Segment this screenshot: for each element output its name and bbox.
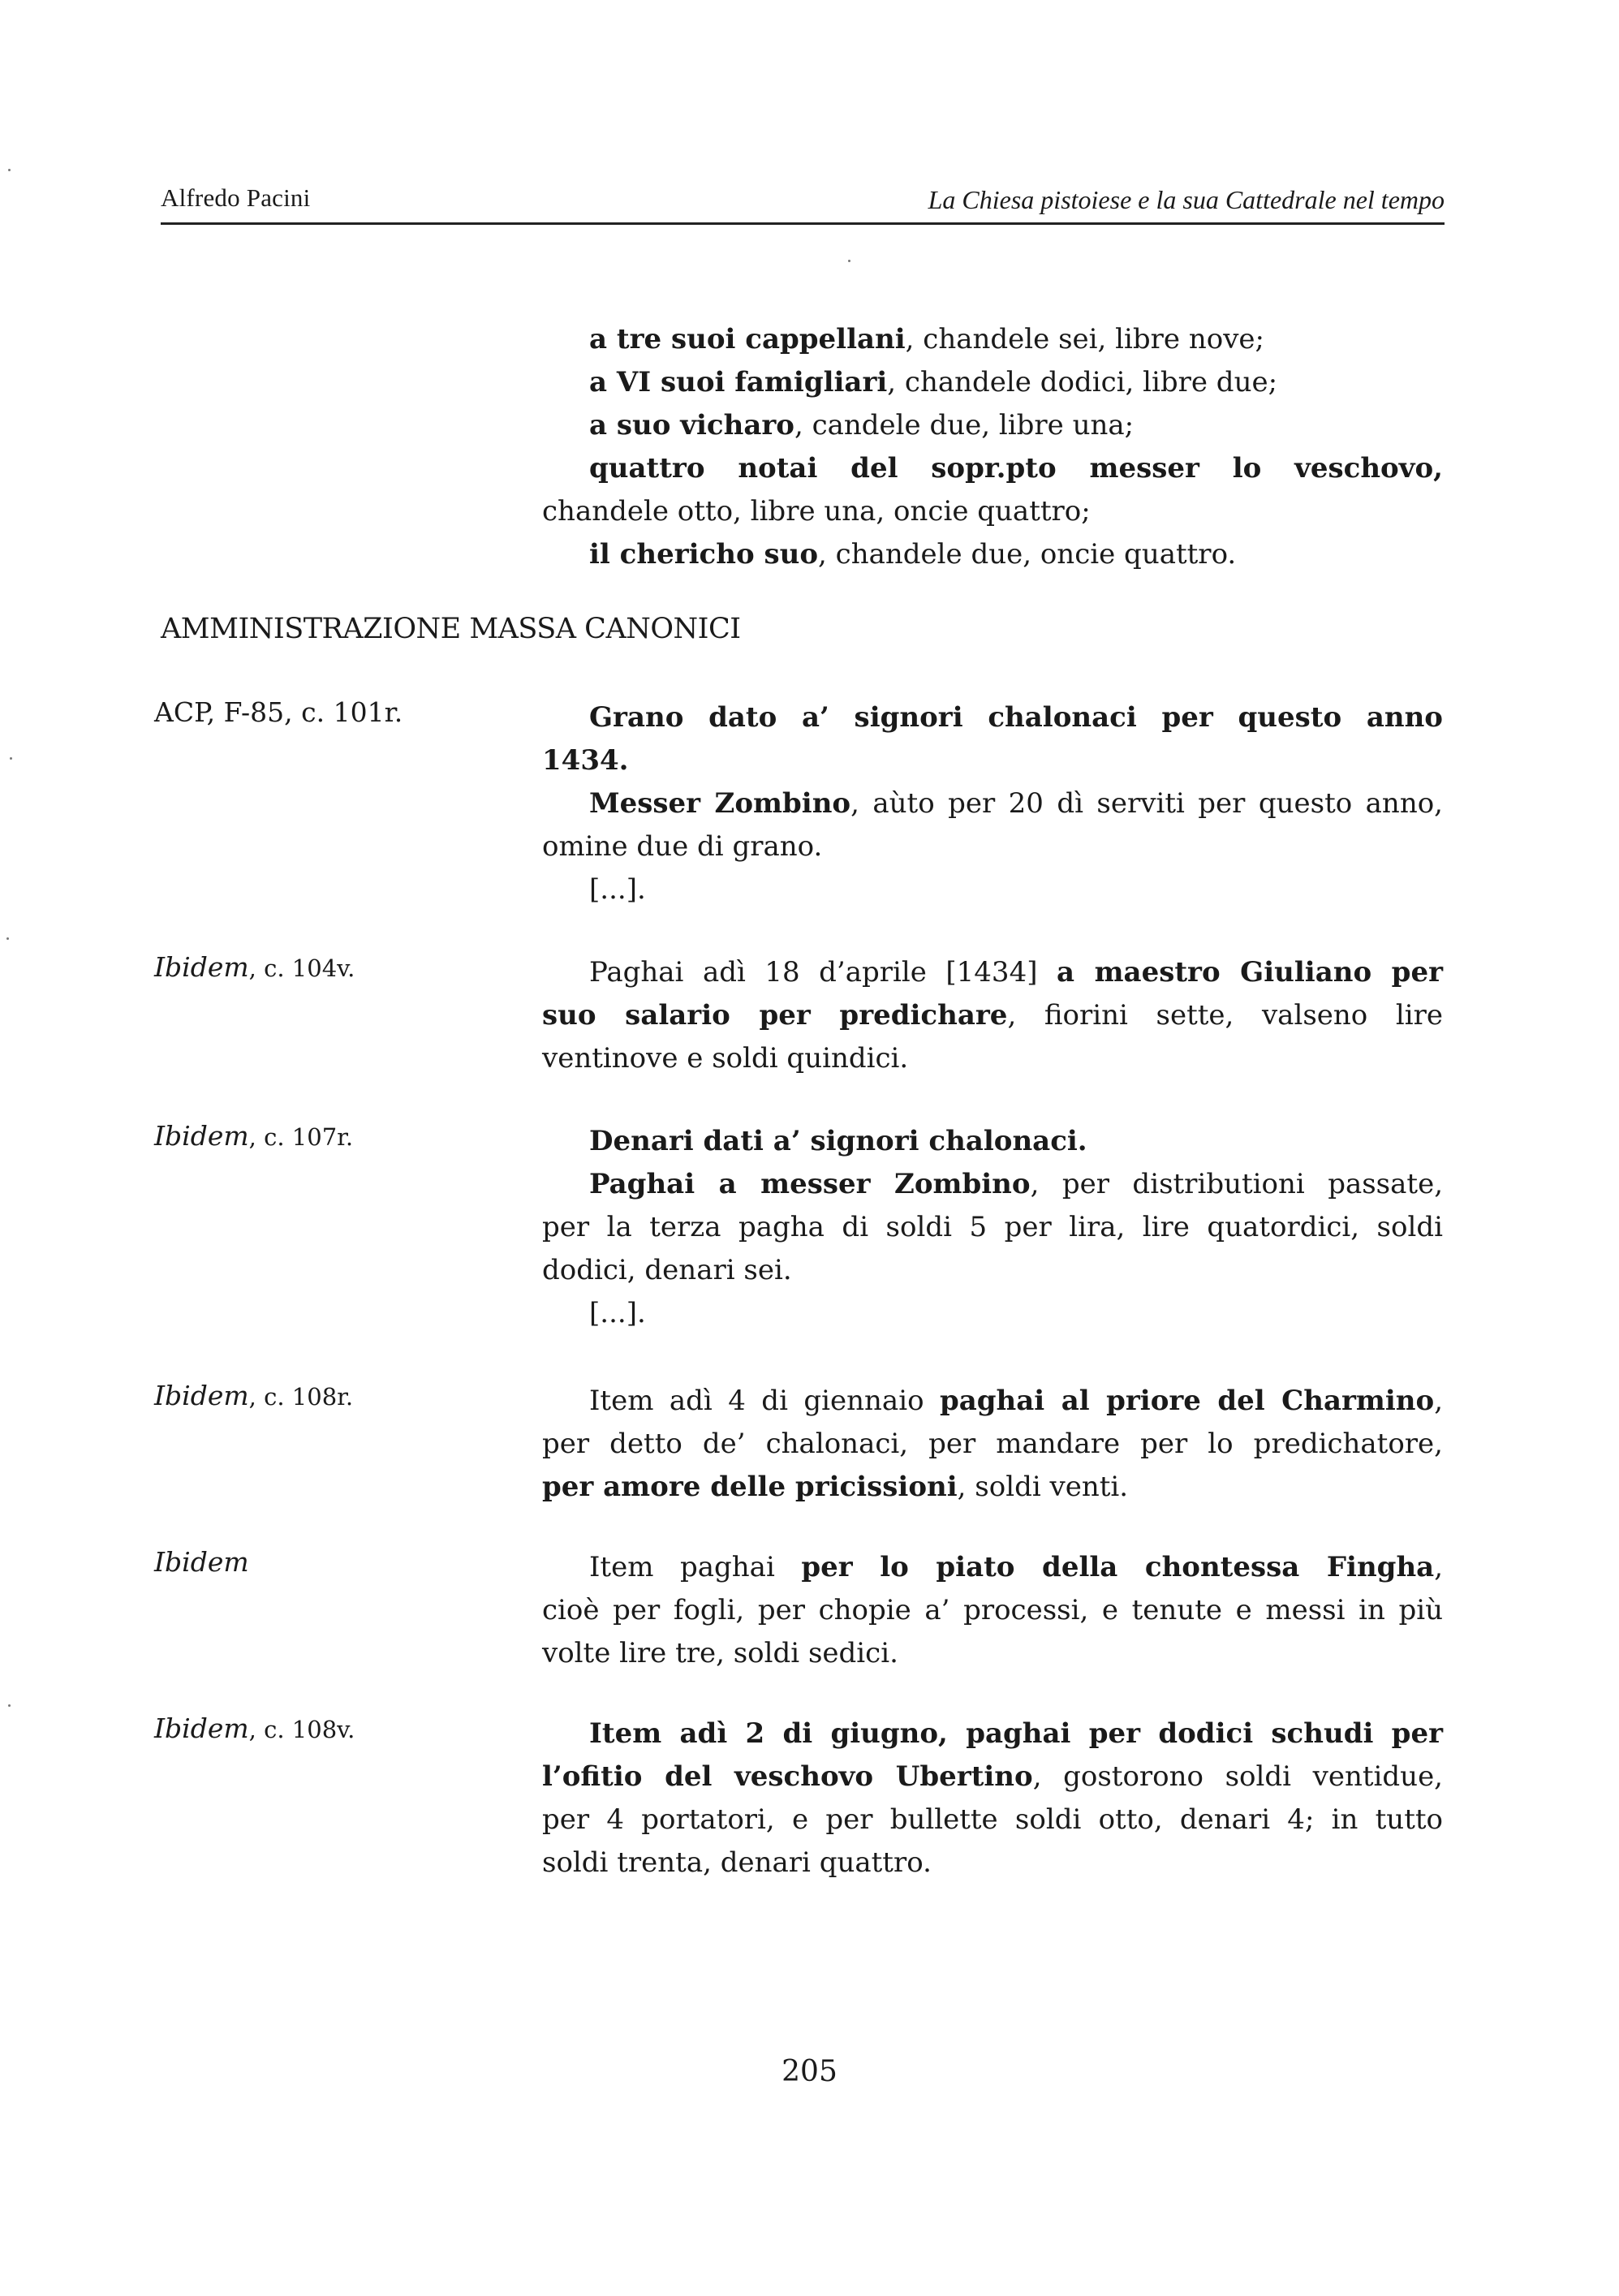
citation-source: ACP, F-85, (154, 696, 293, 728)
text-segment: volte lire tre, soldi sedici. (542, 1637, 898, 1669)
bold-text-segment: a tre suoi cappellani (589, 323, 906, 355)
text-segment: ventinove e soldi quindici. (542, 1042, 909, 1075)
text-line (542, 1755, 1443, 1798)
text-line (542, 782, 1443, 825)
text-line (542, 404, 1443, 447)
citation-source: Ibidem (154, 1120, 249, 1152)
text-segment: , gostorono soldi ventidue, (1032, 1760, 1443, 1793)
bold-text-segment: il chericho suo (589, 538, 819, 571)
text-segment: cioè per fogli, per chopie a’ processi, e tenute e messi in più (542, 1594, 1443, 1626)
section-heading: AMMINISTRAZIONE MASSA CANONICI (161, 613, 741, 645)
text-line (542, 1423, 1443, 1466)
text-line (542, 361, 1443, 404)
bold-text-segment: Paghai a messer Zombino (589, 1168, 1031, 1200)
citation-source: Ibidem (154, 1546, 249, 1578)
scan-speck (8, 169, 11, 171)
running-head-author: Alfredo Pacini (161, 183, 311, 212)
text-segment: , (1434, 1385, 1444, 1417)
text-line (542, 1037, 1443, 1080)
citation-source: Ibidem (154, 951, 249, 983)
text-segment: Paghai adì 18 d’aprile [1434] (589, 956, 1057, 989)
entry-transcription (542, 696, 1443, 911)
text-line (542, 490, 1443, 533)
source-citation (154, 696, 403, 728)
text-line (542, 696, 1443, 739)
text-segment: per detto de’ chalonaci, per mandare per lo predichatore, (542, 1428, 1443, 1460)
source-citation (154, 1712, 355, 1744)
text-segment: , candele due, libre una; (794, 409, 1135, 442)
citation-source: Ibidem (154, 1712, 249, 1744)
bold-text-segment: Grano dato a’ signori chalonaci per questo anno (589, 701, 1443, 734)
text-segment: omine due di grano. (542, 830, 823, 863)
text-line (542, 825, 1443, 868)
citation-folio-ref: , c. 104v. (248, 954, 355, 982)
text-line (542, 1380, 1443, 1423)
text-line (542, 1249, 1443, 1292)
text-segment: , chandele sei, libre nove; (905, 323, 1264, 355)
entry-transcription (542, 1120, 1443, 1335)
text-segment: [...]. (589, 873, 646, 906)
text-segment: , (1434, 1551, 1443, 1583)
text-segment: [...]. (589, 1297, 646, 1329)
citation-folio-ref: , c. 108r. (248, 1383, 354, 1411)
text-line (542, 1292, 1443, 1335)
text-line (542, 1163, 1443, 1206)
text-line (542, 1712, 1443, 1755)
text-line (542, 868, 1443, 911)
text-line (542, 1842, 1443, 1885)
bold-text-segment: per lo piato della chontessa Fingha (801, 1551, 1435, 1583)
bold-text-segment: a suo vicharo (589, 409, 794, 442)
citation-folio-ref: , c. 108v. (248, 1716, 355, 1743)
text-segment: per 4 portatori, e per bullette soldi otto, denari 4; in tutto (542, 1803, 1443, 1836)
scan-speck (6, 937, 9, 940)
source-citation (154, 951, 355, 983)
bold-text-segment: 1434. (542, 744, 629, 777)
source-citation (154, 1546, 249, 1578)
text-line (542, 447, 1443, 490)
text-line (542, 1466, 1443, 1509)
text-line (542, 951, 1443, 994)
text-segment: , per distributioni passate, (1030, 1168, 1443, 1200)
text-line (542, 1632, 1443, 1675)
bold-text-segment: quattro notai del sopr.pto messer lo veschovo, (589, 452, 1443, 485)
intro-quotation (542, 318, 1443, 576)
source-citation (154, 1120, 353, 1152)
bold-text-segment: Item adì 2 di giugno, paghai per dodici schudi per (589, 1717, 1443, 1750)
entry-transcription (542, 1712, 1443, 1885)
page-number: 205 (782, 2055, 837, 2088)
text-line (542, 739, 1443, 782)
bold-text-segment: a VI suoi famigliari (589, 366, 888, 398)
entry-transcription (542, 1546, 1443, 1675)
text-segment: , chandele dodici, libre due; (887, 366, 1278, 398)
bold-text-segment: Messer Zombino (589, 787, 851, 820)
text-segment: dodici, denari sei. (542, 1254, 792, 1286)
text-line (542, 1120, 1443, 1163)
scan-speck (8, 1704, 11, 1707)
citation-folio-ref: , c. 107r. (248, 1123, 354, 1151)
text-line (542, 1798, 1443, 1842)
text-line (542, 1546, 1443, 1589)
text-line (542, 994, 1443, 1037)
entry-transcription (542, 951, 1443, 1080)
text-segment: soldi trenta, denari quattro. (542, 1846, 932, 1879)
text-segment: , fiorini sette, valseno lire (1007, 999, 1443, 1032)
text-segment: Item paghai (589, 1551, 802, 1583)
text-segment: Item adì 4 di giennaio (589, 1385, 940, 1417)
running-head-book-title: La Chiesa pistoiese e la sua Cattedrale nel tempo (928, 185, 1445, 214)
citation-source: Ibidem (154, 1380, 249, 1411)
text-segment: , aùto per 20 dì serviti per questo anno, (850, 787, 1443, 820)
text-segment: , soldi venti. (957, 1471, 1129, 1503)
text-line (542, 318, 1443, 361)
bold-text-segment: l’ofitio del veschovo Ubertino (542, 1760, 1033, 1793)
running-head (161, 180, 1445, 225)
text-line (542, 1206, 1443, 1249)
bold-text-segment: a maestro Giuliano per (1056, 956, 1443, 989)
text-segment: per la terza pagha di soldi 5 per lira, lire quatordici, soldi (542, 1211, 1443, 1243)
bold-text-segment: suo salario per predichare (542, 999, 1008, 1032)
citation-folio-ref: c. 101r. (292, 696, 403, 728)
entry-transcription (542, 1380, 1443, 1509)
bold-text-segment: per amore delle pricissioni (542, 1471, 958, 1503)
scan-speck (10, 757, 12, 760)
text-line (542, 1589, 1443, 1632)
source-citation (154, 1380, 353, 1411)
scan-speck (848, 260, 850, 262)
text-line (542, 533, 1443, 576)
text-segment: , chandele due, oncie quattro. (818, 538, 1237, 571)
bold-text-segment: paghai al priore del Charmino (939, 1385, 1435, 1417)
text-segment: chandele otto, libre una, oncie quattro; (542, 495, 1091, 528)
bold-text-segment: Denari dati a’ signori chalonaci. (589, 1125, 1087, 1157)
